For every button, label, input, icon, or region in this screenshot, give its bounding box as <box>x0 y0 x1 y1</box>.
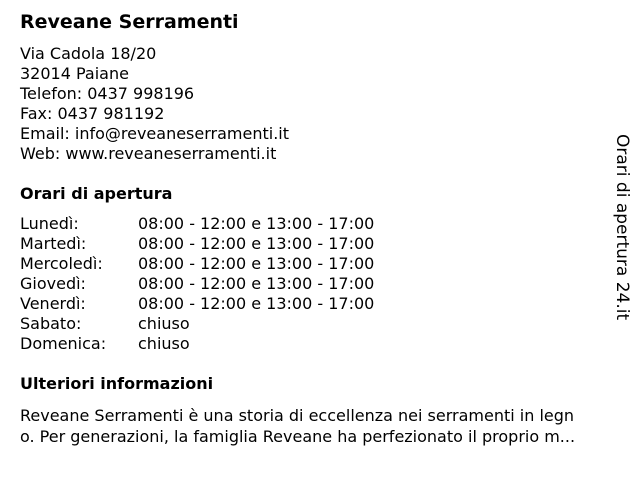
phone: Telefon: 0437 998196 <box>20 84 195 103</box>
time-range: 08:00 - 12:00 e 13:00 - 17:00 <box>138 214 375 233</box>
business-name: Reveane Serramenti <box>20 11 239 33</box>
postal-city: 32014 Paiane <box>20 64 129 83</box>
description <box>20 405 626 447</box>
email: Email: info@reveaneserramenti.it <box>20 124 289 143</box>
day-label: Lunedì: <box>20 214 79 233</box>
info-heading: Ulteriori informazioni <box>20 374 214 393</box>
time-range: chiuso <box>138 334 190 353</box>
description-line-1: Reveane Serramenti è una storia di eccellenza nei serramenti in legn <box>20 406 575 425</box>
day-label: Martedì: <box>20 234 87 253</box>
day-label: Venerdì: <box>20 294 86 313</box>
fax: Fax: 0437 981192 <box>20 104 165 123</box>
description-line-2: o. Per generazioni, la famiglia Reveane ha perfezionato il proprio m... <box>20 427 576 446</box>
day-label: Sabato: <box>20 314 82 333</box>
time-range: 08:00 - 12:00 e 13:00 - 17:00 <box>138 254 375 273</box>
vertical-watermark: Orari di apertura 24.it <box>612 134 632 321</box>
address-line: Via Cadola 18/20 <box>20 44 157 63</box>
contact-block <box>20 44 289 164</box>
hours-heading: Orari di apertura <box>20 184 173 203</box>
day-label: Mercoledì: <box>20 254 103 273</box>
time-range: 08:00 - 12:00 e 13:00 - 17:00 <box>138 294 375 313</box>
day-label: Giovedì: <box>20 274 86 293</box>
day-label: Domenica: <box>20 334 107 353</box>
website: Web: www.reveaneserramenti.it <box>20 144 277 163</box>
time-range: chiuso <box>138 314 190 333</box>
time-range: 08:00 - 12:00 e 13:00 - 17:00 <box>138 234 375 253</box>
time-range: 08:00 - 12:00 e 13:00 - 17:00 <box>138 274 375 293</box>
